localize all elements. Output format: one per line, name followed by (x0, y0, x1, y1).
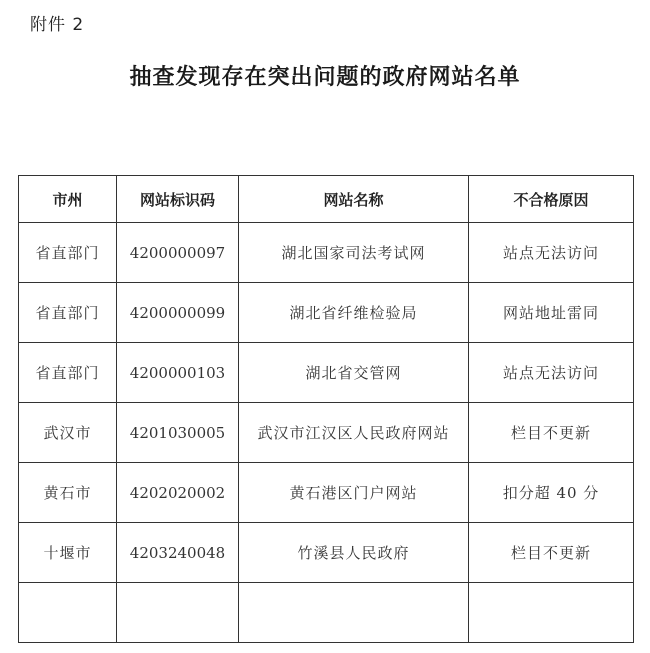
cell-city: 武汉市 (19, 403, 117, 463)
cell-site-id (117, 583, 239, 643)
cell-site-name: 湖北省纤维检验局 (239, 283, 469, 343)
table-row (19, 463, 634, 523)
cell-site-name: 武汉市江汉区人民政府网站 (239, 403, 469, 463)
website-list-table (18, 175, 634, 643)
header-site-name: 网站名称 (239, 176, 469, 223)
document-title: 抽查发现存在突出问题的政府网站名单 (129, 65, 521, 90)
table-row (19, 523, 634, 583)
attachment-label: 附件 2 (30, 15, 85, 35)
header-reason: 不合格原因 (469, 176, 634, 223)
cell-site-name (239, 583, 469, 643)
table-row (19, 403, 634, 463)
cell-reason: 网站地址雷同 (469, 283, 634, 343)
cell-site-name: 湖北国家司法考试网 (239, 223, 469, 283)
cell-city: 省直部门 (19, 343, 117, 403)
cell-site-id: 4200000099 (117, 283, 239, 343)
table-row (19, 343, 634, 403)
header-city: 市州 (19, 176, 117, 223)
table-row (19, 283, 634, 343)
cell-city: 省直部门 (19, 283, 117, 343)
cell-reason: 栏目不更新 (469, 403, 634, 463)
table-row-empty (19, 583, 634, 643)
cell-site-id: 4202020002 (117, 463, 239, 523)
cell-site-id: 4200000097 (117, 223, 239, 283)
cell-city: 十堰市 (19, 523, 117, 583)
cell-city: 黄石市 (19, 463, 117, 523)
table-row (19, 223, 634, 283)
cell-reason: 站点无法访问 (469, 343, 634, 403)
cell-reason: 站点无法访问 (469, 223, 634, 283)
cell-site-name: 黄石港区门户网站 (239, 463, 469, 523)
cell-reason (469, 583, 634, 643)
table-header-row (19, 176, 634, 223)
cell-city (19, 583, 117, 643)
cell-site-id: 4201030005 (117, 403, 239, 463)
cell-site-id: 4200000103 (117, 343, 239, 403)
cell-site-name: 竹溪县人民政府 (239, 523, 469, 583)
cell-city: 省直部门 (19, 223, 117, 283)
cell-site-id: 4203240048 (117, 523, 239, 583)
cell-site-name: 湖北省交管网 (239, 343, 469, 403)
cell-reason: 扣分超 40 分 (469, 463, 634, 523)
cell-reason: 栏目不更新 (469, 523, 634, 583)
header-site-id: 网站标识码 (117, 176, 239, 223)
